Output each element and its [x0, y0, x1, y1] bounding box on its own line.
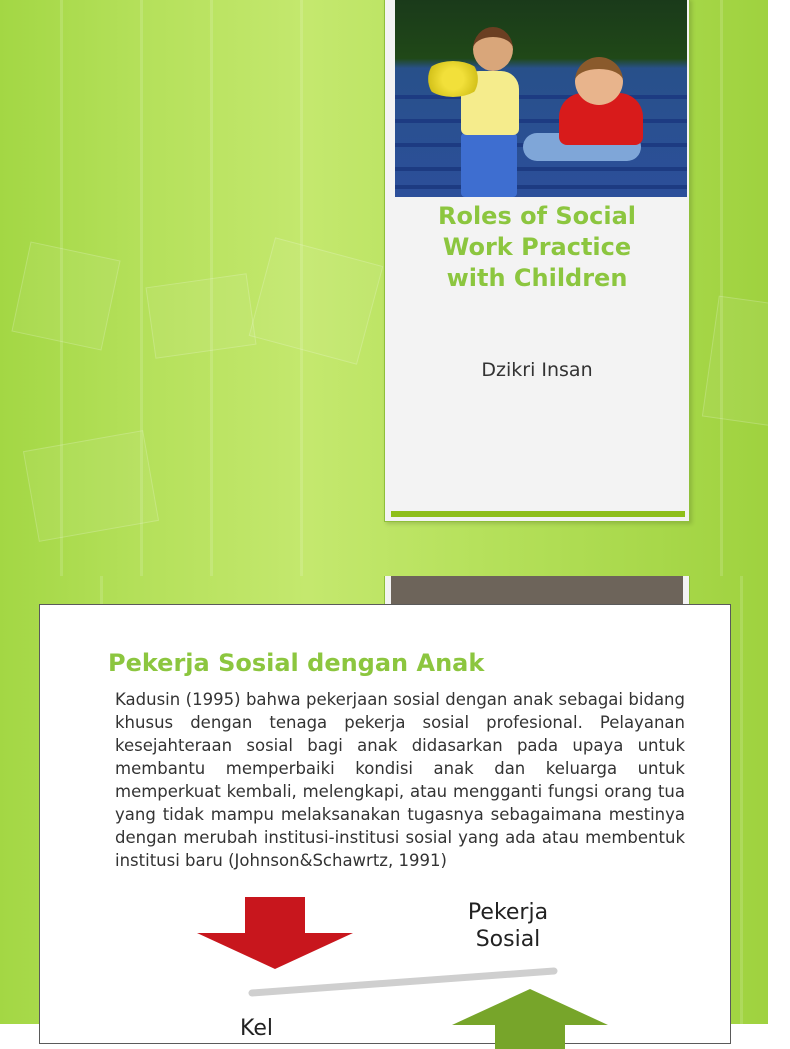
- title-line: Roles of Social: [437, 202, 637, 230]
- decorative-square: [145, 273, 256, 358]
- content-slide: [0, 576, 768, 1041]
- decorative-square: [702, 296, 790, 427]
- diagram-label-social-worker: [440, 899, 576, 953]
- accent-bar: [391, 511, 685, 517]
- background-stripe: [720, 0, 723, 576]
- decorative-square: [249, 237, 384, 365]
- title-card: [384, 0, 690, 522]
- content-card: [39, 604, 731, 1044]
- title-line: Work Practice: [442, 233, 632, 261]
- decorative-square: [23, 430, 159, 542]
- title-line: with Children: [446, 264, 628, 292]
- diagram-label-family: Kel: [240, 1016, 273, 1041]
- children-photo: [395, 0, 687, 197]
- diagram-label-line: Sosial: [475, 927, 541, 952]
- diagram-label-line: Pekerja: [467, 900, 549, 925]
- background-stripe: [740, 576, 743, 1024]
- body-paragraph: Kadusin (1995) bahwa pekerjaan sosial dengan anak sebagai bidang khusus dengan tenaga pekerja sosial profesional. Pelayanan kesejahteraan sosial bagi anak didasarkan pada upaya untuk membantu memperbaiki kondisi anak dan keluarga untuk memperkuat kembali, melengkapi, atau mengganti fungsi orang tua yang tidak mampu melaksanakan tugasnya sebagaimana mestinya dengan merubah institusi-institusi sosial yang ada atau membentuk institusi baru (Johnson&Schawrtz, 1991): [115, 690, 685, 870]
- decorative-square: [11, 241, 120, 350]
- up-triangle-icon: [450, 989, 610, 1049]
- slide-heading: Pekerja Sosial dengan Anak: [108, 649, 485, 677]
- author-name: Dzikri Insan: [481, 359, 593, 381]
- down-arrow-icon: [195, 897, 355, 969]
- presentation-title: [395, 201, 679, 294]
